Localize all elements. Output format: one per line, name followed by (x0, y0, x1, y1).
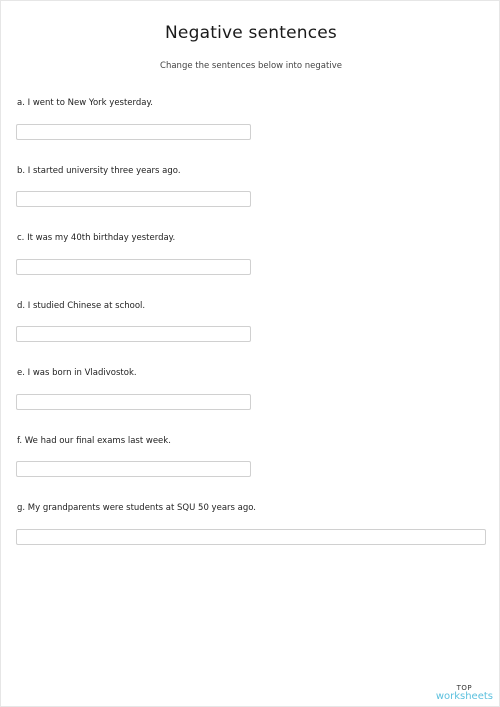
answer-b-input[interactable] (16, 191, 251, 207)
answer-f-input[interactable] (16, 461, 251, 477)
question-a-label: a. I went to New York yesterday. (17, 98, 154, 108)
question-g-label: g. My grandparents were students at SQU 50 years ago. (17, 503, 257, 513)
logo-worksheets-text: worksheets (435, 691, 493, 702)
question-d-label: d. I studied Chinese at school. (17, 301, 146, 311)
answer-g-input[interactable] (16, 529, 486, 545)
answer-c-input[interactable] (16, 259, 251, 275)
question-f-label: f. We had our final exams last week. (17, 436, 171, 446)
answer-d-input[interactable] (16, 326, 251, 342)
question-e-label: e. I was born in Vladivostok. (17, 368, 137, 378)
logo-top-text: TOP (456, 684, 473, 692)
page-title: Negative sentences (165, 23, 337, 43)
answer-e-input[interactable] (16, 394, 251, 410)
question-c-label: c. It was my 40th birthday yesterday. (17, 233, 176, 243)
question-b-label: b. I started university three years ago. (17, 166, 181, 176)
instructions: Change the sentences below into negative (160, 61, 342, 71)
answer-a-input[interactable] (16, 124, 251, 140)
topworksheets-logo (436, 685, 493, 702)
